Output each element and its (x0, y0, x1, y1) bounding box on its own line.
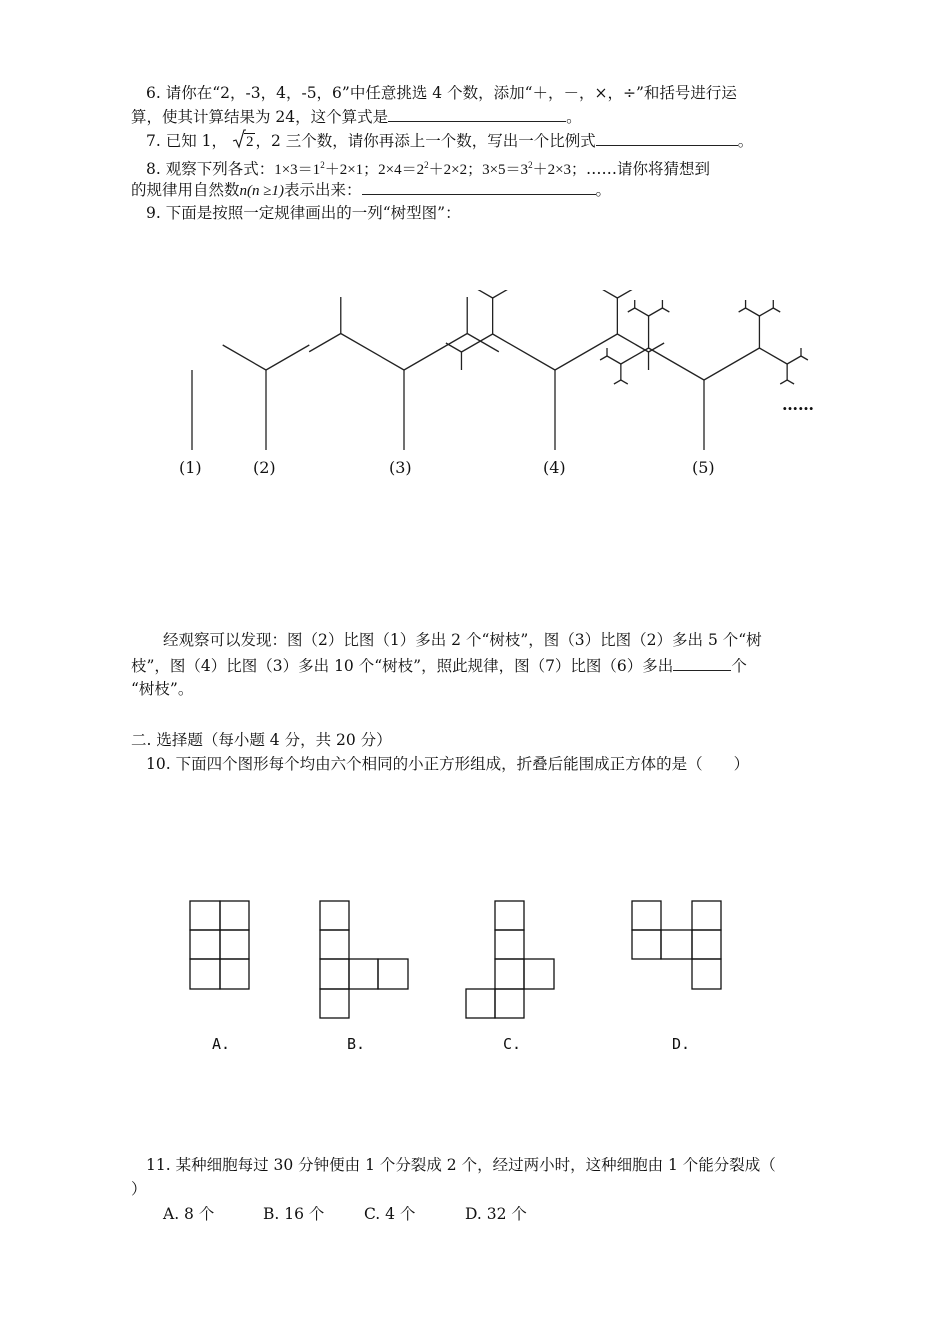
tree-branch (649, 348, 704, 380)
eq3-exp: 2 (528, 160, 533, 170)
q8-eq1 (274, 162, 378, 178)
tree-figure-2 (223, 345, 310, 450)
tree-branch (662, 308, 669, 312)
q8-n-condition: n(n ≥1) (239, 183, 284, 199)
tree-branch (801, 356, 808, 360)
tree-branch (739, 308, 746, 312)
tree-branch (461, 334, 492, 352)
q10-text: 10. 下面四个图形每个均由六个相同的小正方形组成，折叠后能围成正方体的是（ ） (146, 755, 750, 773)
q7-prefix: 7. 已知 1， (146, 132, 228, 150)
q9-observation-line1: 经观察可以发现：图（2）比图（1）多出 2 个“树枝”，图（3）比图（2）多出 5 个“树 (163, 631, 762, 649)
tree-label-1: (1) (179, 458, 202, 477)
q9-observation-line3: “树枝”。 (131, 680, 194, 698)
q11-option-c[interactable]: C. 4 个 (364, 1205, 416, 1223)
eq3-rhs: ＋2×3； (532, 162, 587, 178)
tree-branch (787, 380, 794, 384)
tree-branch (704, 348, 759, 380)
eq3-lhs: 3×5＝3 (482, 162, 529, 178)
q8-eq3 (482, 162, 586, 178)
q8-end: 。 (595, 181, 612, 199)
eq2-lhs: 2×4＝2 (378, 162, 425, 178)
tree-branch (746, 308, 760, 316)
q8-prefix: 8. 观察下列各式： (146, 160, 275, 178)
tree-branch (309, 334, 341, 352)
net-option-a (190, 901, 249, 989)
tree-branch (266, 345, 309, 370)
q6-line2 (131, 105, 582, 128)
net-option-b (320, 901, 408, 1018)
option-label-d[interactable]: D. (672, 1035, 691, 1053)
sqrt-symbol (232, 131, 256, 153)
section-heading: 二. 选择题（每小题 4 分，共 20 分） (131, 731, 392, 749)
tree-branch (759, 348, 787, 364)
q9-answer-blank[interactable] (673, 654, 731, 671)
tree-branch (493, 334, 555, 370)
radical-sign-icon (232, 129, 246, 149)
q8-eq2 (378, 162, 482, 178)
q9-observation-line2 (131, 654, 747, 677)
q7-answer-blank[interactable] (596, 129, 738, 146)
q7-end: 。 (737, 132, 754, 150)
q9-intro: 9. 下面是按照一定规律画出的一列“树型图”： (146, 204, 461, 222)
q11-option-a[interactable]: A. 8 个 (163, 1205, 215, 1223)
tree-branch (446, 343, 462, 352)
option-label-a[interactable]: A. (212, 1035, 231, 1053)
tree-branch (649, 308, 663, 316)
q11-line2: ） (131, 1180, 147, 1198)
tree-branch (649, 343, 665, 352)
tree-figure-4 (446, 290, 664, 450)
q6-line2-text: 算，使其计算结果为 24，这个算式是 (131, 108, 389, 126)
net-option-c (466, 901, 554, 1018)
tree-branch (555, 334, 617, 370)
eq1-lhs: 1×3＝1 (274, 162, 321, 178)
q11-option-d[interactable]: D. 32 个 (465, 1205, 527, 1223)
tree-branch (787, 356, 801, 364)
tree-branch (780, 380, 787, 384)
q7-line (146, 129, 753, 153)
tree-branch (477, 290, 493, 298)
q8-line2-suffix: 表示出来： (284, 181, 362, 199)
q8-line1 (146, 154, 710, 181)
cube-net-figures (0, 896, 950, 1036)
eq1-exp: 2 (320, 160, 325, 170)
q11-option-b[interactable]: B. 16 个 (263, 1205, 325, 1223)
tree-label-3: (3) (389, 458, 412, 477)
tree-branch (621, 348, 649, 364)
tree-branch (600, 356, 607, 360)
tree-branch (635, 308, 649, 316)
tree-branch (614, 380, 621, 384)
sqrt-value: 2 (245, 134, 254, 150)
tree-branch (223, 345, 266, 370)
tree-branch (617, 290, 633, 298)
option-label-c[interactable]: C. (503, 1035, 522, 1053)
tree-branch (467, 334, 499, 352)
q6-answer-blank[interactable] (388, 105, 566, 122)
tree-label-5: (5) (692, 458, 715, 477)
q11-line1: 11. 某种细胞每过 30 分钟便由 1 个分裂成 2 个，经过两小时，这种细胞由 1 个能分裂成（ (146, 1156, 776, 1174)
tree-branch (628, 308, 635, 312)
eq2-rhs: ＋2×2； (428, 162, 483, 178)
tree-branch (602, 290, 618, 298)
q8-line2-prefix: 的规律用自然数 (131, 181, 240, 199)
tree-branch (404, 334, 467, 371)
tree-branch (773, 308, 780, 312)
eq2-exp: 2 (424, 160, 429, 170)
option-label-b[interactable]: B. (347, 1035, 366, 1053)
eq1-rhs: ＋2×1； (324, 162, 379, 178)
tree-branch (493, 290, 509, 298)
tree-branch (617, 334, 648, 352)
q9-obs2-unit: 个 (731, 657, 747, 675)
net-option-d (632, 901, 721, 989)
tree-branch (759, 308, 773, 316)
tree-branch (607, 356, 621, 364)
tree-branch (341, 334, 404, 371)
tree-ellipsis: …… (782, 395, 814, 414)
q8-answer-blank[interactable] (362, 178, 596, 195)
q7-middle: ，2 三个数，请你再添上一个数，写出一个比例式 (255, 132, 596, 150)
tree-diagrams (0, 290, 950, 470)
tree-label-4: (4) (543, 458, 566, 477)
tree-branch (621, 380, 628, 384)
q8-suffix: ……请你将猜想到 (586, 160, 711, 178)
tree-figure-3 (309, 297, 499, 450)
tree-figure-5 (600, 300, 808, 450)
tree-label-2: (2) (253, 458, 276, 477)
q6-end: 。 (566, 108, 582, 126)
q8-line2 (131, 178, 611, 202)
q9-obs2-text: 枝”，图（4）比图（3）多出 10 个“树枝”，照此规律，图（7）比图（6）多出 (131, 657, 674, 675)
q6-line1: 6. 请你在“2，-3，4，-5，6”中任意挑选 4 个数，添加“＋，－，×，÷”和括号进行运 (146, 84, 737, 102)
